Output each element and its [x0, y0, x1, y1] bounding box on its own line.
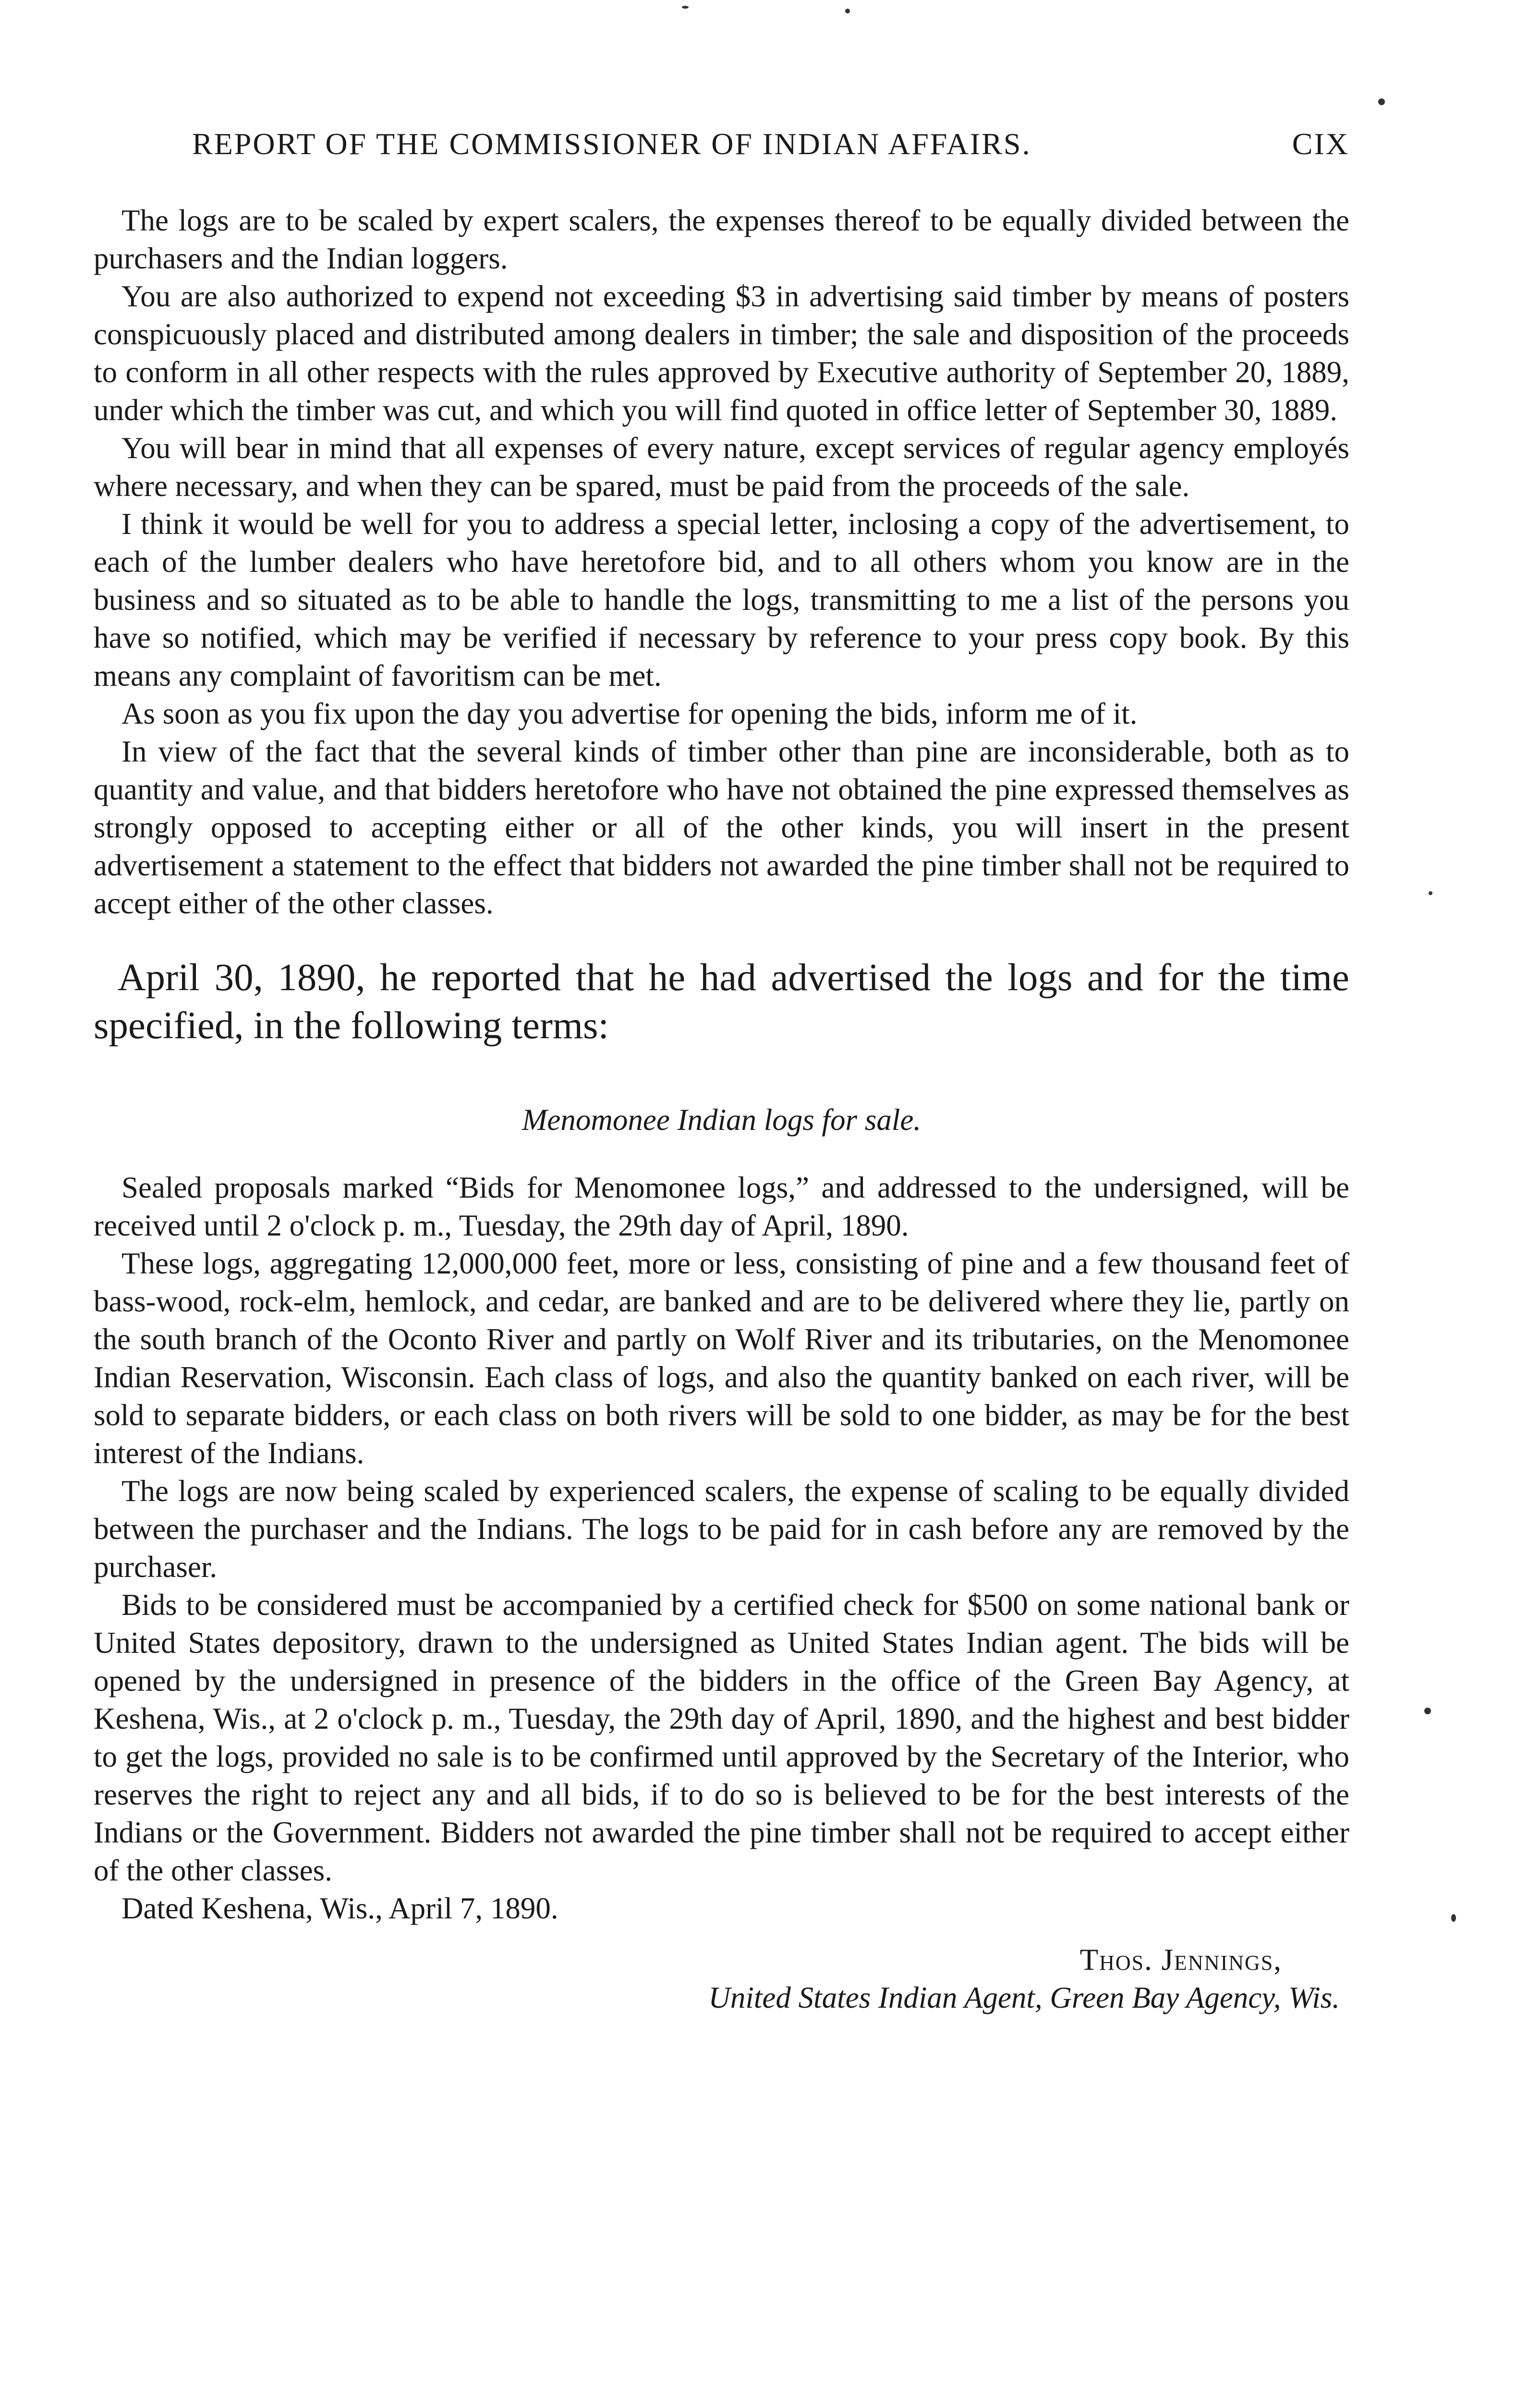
- signature-block: [94, 1941, 1349, 2017]
- notice-paragraph-proposals: Sealed proposals marked “Bids for Menomonee logs,” and addressed to the undersigned, will be received until 2 o'clock p. m., Tuesday, the 29th day of April, 1890.: [94, 1171, 1349, 1242]
- body-text: [94, 202, 1349, 2017]
- paragraph-expenses: You will bear in mind that all expenses of every nature, except services of regular agency employés where necessary, and when they can be spared, must be paid from the proceeds of the sale.: [94, 431, 1349, 503]
- notice-paragraph-dated: Dated Keshena, Wis., April 7, 1890.: [121, 1892, 558, 1925]
- paragraph-other-timber: In view of the fact that the several kinds of timber other than pine are inconsiderable, both as to quantity and value, and that bidders heretofore who have not obtained the pine expressed themselves as strongly opposed to accepting either or all of the other kinds, you will insert in the present advertisement a statement to the effect that bidders not awarded the pine timber shall not be required to accept either of the other classes.: [94, 735, 1349, 920]
- speck: [845, 9, 850, 13]
- signature-office: United States Indian Agent, Green Bay Agency, Wis.: [708, 1981, 1340, 2014]
- page-number: CIX: [1292, 127, 1349, 161]
- speck: [682, 6, 689, 9]
- running-header: [192, 122, 1349, 166]
- lead-paragraph: April 30, 1890, he reported that he had advertised the logs and for the time specified, in the following terms:: [94, 956, 1349, 1047]
- paragraph-advertising: You are also authorized to expend not exceeding $3 in advertising said timber by means of posters conspicuously placed and distributed among dealers in timber; the sale and disposition of the proceeds to conform in all other respects with the rules approved by Executive authority of September 20, 1889, under which the timber was cut, and which you will find quoted in office letter of September 30, 1889.: [94, 279, 1349, 427]
- running-title: REPORT OF THE COMMISSIONER OF INDIAN AFFAIRS.: [192, 127, 1031, 161]
- speck: [1378, 98, 1385, 105]
- paragraph-special-letter: I think it would be well for you to address a special letter, inclosing a copy of the advertisement, to each of the lumber dealers who have heretofore bid, and to all others whom you know are in the business and so situated as to be able to handle the logs, transmitting to me a list of the persons you have so notified, which may be verified if necessary by reference to your press copy book. By this means any complaint of favoritism can be met.: [94, 507, 1349, 692]
- signature-name: Thos. Jennings,: [1079, 1943, 1282, 1977]
- notice-paragraph-logs: These logs, aggregating 12,000,000 feet, more or less, consisting of pine and a few thousand feet of bass-wood, rock-elm, hemlock, and cedar, are banked and are to be delivered where they lie, partly on the south branch of the Oconto River and partly on Wolf River and its tributaries, on the Menomonee Indian Reservation, Wisconsin. Each class of logs, and also the quantity banked on each river, will be sold to separate bidders, or each class on both rivers will be sold to one bidder, as may be for the best interest of the Indians.: [94, 1247, 1349, 1470]
- notice-paragraph-bids: Bids to be considered must be accompanied by a certified check for $500 on some national bank or United States depository, drawn to the undersigned as United States Indian agent. The bids will be opened by the undersigned in presence of the bidders in the office of the Green Bay Agency, at Keshena, Wis., at 2 o'clock p. m., Tuesday, the 29th day of April, 1890, and the highest and best bidder to get the logs, provided no sale is to be confirmed until approved by the Secretary of the Interior, who reserves the right to reject any and all bids, if to do so is believed to be for the best interests of the Indians or the Government. Bidders not awarded the pine timber shall not be required to accept either of the other classes.: [94, 1588, 1349, 1887]
- speck: [1424, 1708, 1431, 1714]
- notice-title: Menomonee Indian logs for sale.: [521, 1103, 922, 1137]
- notice-paragraph-scaling: The logs are now being scaled by experienced scalers, the expense of scaling to be equally divided between the purchaser and the Indians. The logs to be paid for in cash before any are removed by the purchaser.: [94, 1474, 1349, 1584]
- paragraph-opening-bids: As soon as you fix upon the day you advertise for opening the bids, inform me of it.: [121, 697, 1138, 730]
- paragraph-scaling: The logs are to be scaled by expert scalers, the expenses thereof to be equally divided between the purchasers and the Indian loggers.: [94, 204, 1349, 275]
- speck: [1451, 1914, 1456, 1922]
- speck: [1429, 891, 1432, 895]
